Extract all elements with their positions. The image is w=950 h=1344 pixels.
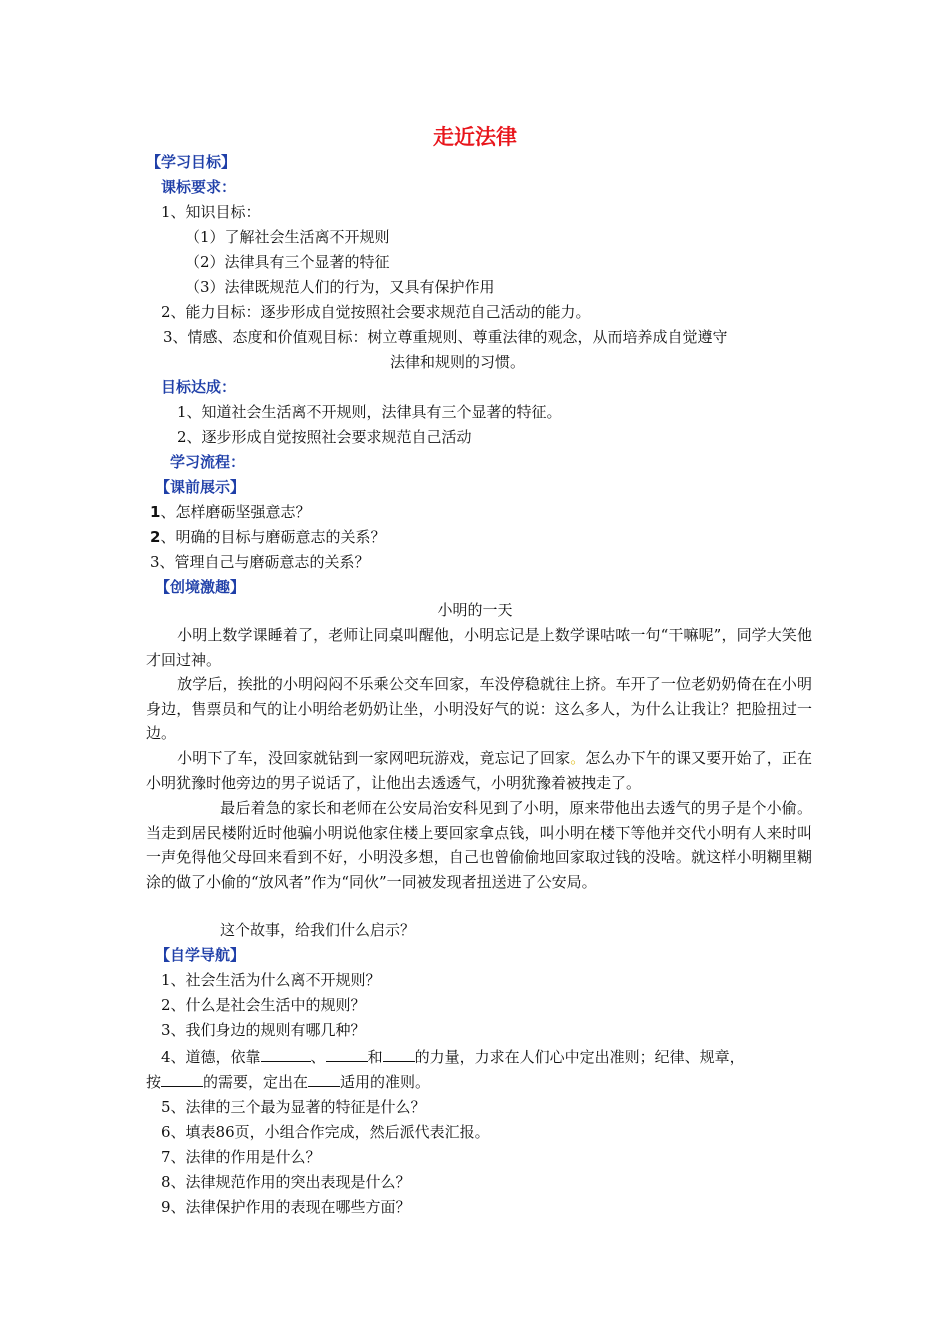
emotion-goal-line-1: 3、情感、态度和价值观目标：树立尊重规则、尊重法律的观念，从而培养成自觉遵守 — [163, 328, 728, 346]
achieve-item-1: 1、知道社会生活离不开规则，法律具有三个显著的特征。 — [177, 403, 562, 421]
self-study-item-7: 7、法律的作用是什么？ — [161, 1148, 321, 1166]
self-study-item-9: 9、法律保护作用的表现在哪些方面？ — [161, 1198, 411, 1216]
story-paragraph-2 — [146, 672, 812, 746]
emotion-goal-line-2: 法律和规则的习惯。 — [390, 353, 526, 371]
fill-blank-4[interactable] — [161, 1071, 203, 1087]
preview-question-1 — [150, 502, 310, 522]
knowledge-goal: 1、知识目标： — [161, 203, 261, 221]
self-study-item-1: 1、社会生活为什么离不开规则？ — [161, 971, 381, 989]
fill-blank-2[interactable] — [326, 1046, 368, 1062]
ability-goal: 2、能力目标：逐步形成自觉按照社会要求规范自己活动的能力。 — [161, 303, 591, 321]
self-study-item-4-line-2 — [146, 1071, 430, 1092]
self-study-item-6: 6、填表86页，小组合作完成，然后派代表汇报。 — [161, 1123, 490, 1141]
s4-text-b: 、 — [310, 1048, 326, 1066]
learning-flow-label: 学习流程： — [170, 453, 246, 471]
knowledge-item-2: （2）法律具有三个显著的特征 — [185, 253, 390, 271]
self-study-item-3: 3、我们身边的规则有哪几种？ — [161, 1021, 366, 1039]
preview-question-2 — [150, 527, 385, 547]
story-title: 小明的一天 — [437, 601, 513, 619]
story-paragraph-1-text: 小明上数学课睡着了，老师让同桌叫醒他，小明忘记是上数学课咕哝一句“干嘛呢”，同学大笑他才回过神。 — [146, 626, 812, 669]
curriculum-label: 课标要求： — [161, 178, 237, 196]
story-question: 这个故事，给我们什么启示？ — [220, 921, 416, 939]
preview-question-2-number: 2 — [150, 528, 161, 546]
s4-text-g: 适用的准则。 — [340, 1073, 431, 1091]
fill-blank-5[interactable] — [308, 1071, 340, 1087]
preview-question-1-text: 、怎样磨砺坚强意志？ — [160, 503, 311, 521]
self-study-item-2: 2、什么是社会生活中的规则？ — [161, 996, 366, 1014]
story-paragraph-4 — [146, 796, 812, 894]
knowledge-item-1: （1）了解社会生活离不开规则 — [185, 228, 390, 246]
s4-text-d: 的力量，力求在人们心中定出准则；纪律、规章， — [414, 1048, 745, 1066]
fill-blank-1[interactable] — [261, 1046, 311, 1062]
story-paragraph-3-mark: 。 — [570, 749, 586, 767]
s4-text-a: 4、道德，依靠 — [161, 1048, 261, 1066]
fill-blank-3[interactable] — [383, 1046, 415, 1062]
self-study-item-5: 5、法律的三个最为显著的特征是什么？ — [161, 1098, 426, 1116]
self-study-item-4-line-1 — [161, 1046, 745, 1067]
learning-goals-header: 【学习目标】 — [146, 153, 237, 171]
scenario-header: 【创境激趣】 — [155, 578, 246, 596]
page-title: 走近法律 — [433, 125, 517, 149]
s4-text-c: 和 — [367, 1048, 383, 1066]
knowledge-item-3: （3）法律既规范人们的行为，又具有保护作用 — [185, 278, 495, 296]
preview-question-1-number: 1 — [150, 503, 161, 521]
story-paragraph-3-text-b: 怎么办下午的课又要开始了，正在小明犹豫时他旁边的男子说话了，让他出去透透气，小明犹豫着被拽走了。 — [146, 749, 812, 792]
story-paragraph-3 — [146, 746, 812, 795]
story-paragraph-4-text: 最后着急的家长和老师在公安局治安科见到了小明，原来带他出去透气的男子是个小偷。当走到居民楼附近时他骗小明说他家住楼上要回家拿点钱，叫小明在楼下等他并交代小明有人来时叫一声免得他父母回来看到不好，小明没多想，自己也曾偷偷地回家取过钱的没啥。就这样小明糊里糊涂的做了小偷的“放风者”作为“同伙”一同被发现者扭送进了公安局。 — [146, 799, 812, 891]
preview-header: 【课前展示】 — [155, 478, 246, 496]
achieve-label: 目标达成： — [161, 378, 237, 396]
achieve-item-2: 2、逐步形成自觉按照社会要求规范自己活动 — [177, 428, 472, 446]
s4-text-e: 按 — [146, 1073, 162, 1091]
self-study-header: 【自学导航】 — [155, 946, 246, 964]
s4-text-f: 的需要，定出在 — [203, 1073, 309, 1091]
story-paragraph-2-text: 放学后，挨批的小明闷闷不乐乘公交车回家，车没停稳就往上挤。车开了一位老奶奶倚在在小明身边，售票员和气的让小明给老奶奶让坐，小明没好气的说：这么多人，为什么让我让？把脸扭过一边。 — [146, 675, 812, 743]
story-paragraph-1 — [146, 623, 812, 672]
preview-question-3: 3、管理自己与磨砺意志的关系？ — [150, 553, 370, 571]
self-study-item-8: 8、法律规范作用的突出表现是什么？ — [161, 1173, 411, 1191]
story-paragraph-3-text-a: 小明下了车，没回家就钻到一家网吧玩游戏，竟忘记了回家 — [177, 749, 571, 767]
preview-question-2-text: 、明确的目标与磨砺意志的关系？ — [160, 528, 386, 546]
